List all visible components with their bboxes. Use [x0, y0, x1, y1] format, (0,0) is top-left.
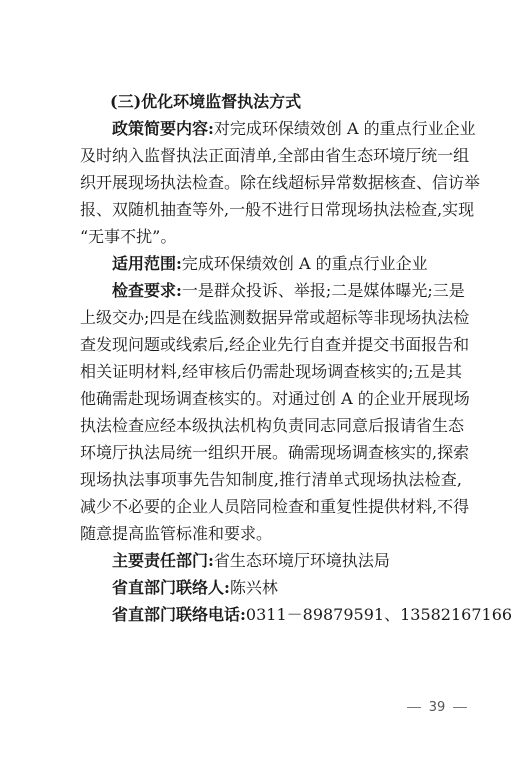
section-heading: (三)优化环境监督执法方式 [110, 92, 302, 111]
policy-line-1 [80, 115, 476, 142]
check-line-7: 环境厅执法局统一组织开展。确需现场调查核实的,探索 [80, 443, 470, 462]
page-number [392, 700, 482, 715]
check-line-6: 执法检查应经本级执法机构负责同志同意后报请省生态 [80, 416, 465, 435]
page-number-dash-left [407, 707, 421, 708]
check-line-4: 相关证明材料,经审核后仍需赴现场调查核实的;五是其 [80, 362, 462, 381]
contact-text: 陈兴林 [229, 578, 278, 597]
check-line-5: 他确需赴现场调查核实的。对通过创 A 的企业开展现场 [80, 389, 470, 408]
scope-line [80, 250, 462, 277]
policy-line-4: 报、双随机抽查等外,一般不进行日常现场执法检查,实现 [80, 200, 475, 219]
contact-label: 省直部门联络人: [112, 578, 230, 597]
responsible-label: 主要责任部门: [112, 551, 214, 570]
check-line-3: 查发现问题或线索后,经企业先行自查并提交书面报告和 [80, 335, 470, 354]
scope-label: 适用范围: [112, 254, 182, 273]
document-body [80, 88, 513, 628]
check-line-8: 现场执法事项事先告知制度,推行清单式现场执法检查, [80, 470, 462, 489]
responsible-line [80, 547, 462, 574]
check-label: 检查要求: [112, 281, 182, 300]
responsible-text: 省生态环境厅环境执法局 [213, 551, 390, 570]
contact-line [80, 574, 462, 601]
page-number-dash-right [453, 707, 467, 708]
scope-text: 完成环保绩效创 A 的重点行业企业 [181, 254, 428, 273]
check-text-1: 一是群众投诉、举报;二是媒体曝光;三是 [181, 281, 465, 300]
check-line-2: 上级交办;四是在线监测数据异常或超标等非现场执法检 [80, 308, 470, 327]
phone-text: 0311－89879591、13582167166 [245, 605, 513, 624]
policy-line-2: 及时纳入监督执法正面清单,全部由省生态环境厅统一组 [80, 146, 470, 165]
policy-line-3: 织开展现场执法检查。除在线超标异常数据核查、信访举 [80, 173, 481, 192]
check-line-1 [80, 277, 465, 304]
page-number-text: 39 [428, 700, 446, 715]
phone-label: 省直部门联络电话: [112, 605, 246, 624]
check-line-9: 减少不必要的企业人员陪同检查和重复性提供材料,不得 [80, 497, 470, 516]
policy-text-1: 对完成环保绩效创 A 的重点行业企业 [213, 119, 476, 138]
phone-line [80, 601, 513, 628]
policy-line-5: “无事不扰”。 [80, 227, 177, 246]
check-line-10: 随意提高监管标准和要求。 [80, 524, 273, 543]
policy-label: 政策简要内容: [112, 119, 214, 138]
